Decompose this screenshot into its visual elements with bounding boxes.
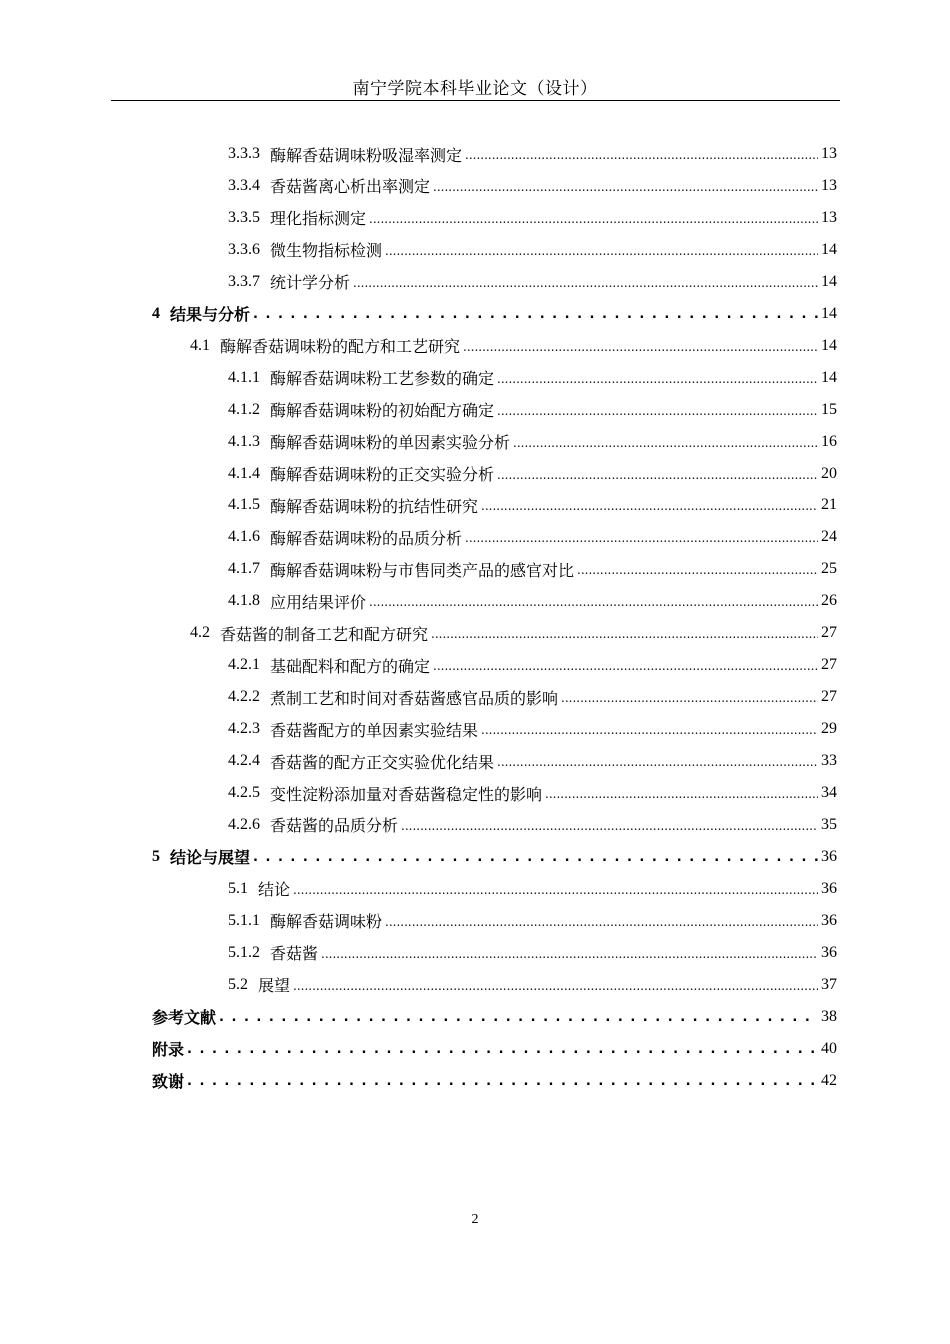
toc-dot-leader [497,367,818,389]
toc-dot-leader [253,846,818,868]
toc-entry-title: 香菇酱 [270,944,319,964]
toc-dot-leader [187,1038,818,1060]
toc-entry-page: 27 [821,624,837,642]
toc-entry[interactable] [228,143,837,165]
toc-entry[interactable] [228,686,837,708]
toc-entry-page: 14 [821,272,837,290]
toc-entry-page: 38 [821,1007,837,1025]
toc-entry[interactable] [152,1038,837,1060]
toc-dot-leader [353,271,818,293]
toc-entry-page: 33 [821,752,837,770]
page-header-title: 南宁学院本科毕业论文（设计） [352,79,598,99]
toc-entry-page: 16 [821,432,837,450]
toc-entry[interactable] [190,622,837,644]
toc-dot-leader [321,942,818,964]
toc-entry[interactable] [228,558,837,580]
toc-dot-leader [433,175,818,197]
toc-entry[interactable] [228,942,837,964]
toc-entry[interactable] [228,463,837,485]
toc-entry-page: 35 [821,815,837,833]
toc-dot-leader [561,686,818,708]
toc-entry-title: 香菇酱的配方正交实验优化结果 [270,752,495,772]
toc-entry-title: 香菇酱的品质分析 [270,816,399,836]
toc-entry-page: 15 [821,400,837,418]
toc-dot-leader [187,1070,818,1092]
toc-entry-title: 酶解香菇调味粉与市售同类产品的感官对比 [270,560,575,580]
toc-entry-page: 13 [821,176,837,194]
toc-entry-number: 4.2.5 [228,784,260,801]
toc-entry-page: 36 [821,879,837,897]
toc-entry-title: 参考文献 [152,1008,217,1028]
toc-entry[interactable] [228,399,837,421]
toc-entry-title: 结果与分析 [170,305,251,325]
toc-entry-page: 36 [821,943,837,961]
toc-entry-number: 3.3.5 [228,208,260,226]
toc-dot-leader [369,590,818,612]
toc-entry-page: 29 [821,720,837,738]
toc-entry-number: 4.2.2 [228,688,260,706]
toc-dot-leader [513,431,818,453]
toc-entry[interactable] [228,590,837,612]
toc-entry-page: 14 [821,304,837,322]
toc-entry-page: 14 [821,336,837,354]
toc-entry-title: 香菇酱离心析出率测定 [270,177,431,197]
toc-entry[interactable] [228,239,837,261]
toc-dot-leader [293,878,818,900]
toc-entry-page: 26 [821,592,837,610]
toc-entry-title: 酶解香菇调味粉 [270,912,383,932]
toc-dot-leader [219,1006,818,1028]
toc-entry[interactable] [228,750,837,772]
toc-entry-number: 5.1.1 [228,911,260,929]
toc-entry-title: 理化指标测定 [270,209,367,229]
toc-entry-number: 3.3.7 [228,272,260,290]
toc-entry-number: 4.2.6 [228,815,260,833]
toc-entry-title: 展望 [258,976,291,996]
toc-entry[interactable] [152,1006,837,1028]
toc-entry-title: 酶解香菇调味粉的单因素实验分析 [270,433,511,453]
toc-entry-title: 酶解香菇调味粉的配方和工艺研究 [220,337,461,357]
toc-entry-number: 3.3.6 [228,240,260,258]
toc-dot-leader [465,143,818,165]
toc-entry-title: 香菇酱的制备工艺和配方研究 [220,624,429,644]
header-divider [111,100,840,101]
toc-entry[interactable] [228,910,837,932]
toc-entry-page: 40 [821,1039,837,1057]
toc-dot-leader [481,494,818,516]
toc-dot-leader [431,622,818,644]
toc-entry-number: 4.1.6 [228,528,260,546]
toc-entry[interactable] [228,526,837,548]
toc-entry[interactable] [228,718,837,740]
toc-entry-title: 香菇酱配方的单因素实验结果 [270,720,479,740]
toc-entry-number: 4.1.3 [228,432,260,450]
toc-entry-number: 4.1.4 [228,464,260,482]
toc-entry-page: 24 [821,528,837,546]
toc-entry-title: 致谢 [152,1072,185,1092]
toc-entry-page: 21 [821,496,837,514]
toc-dot-leader [465,526,818,548]
toc-entry[interactable] [228,271,837,293]
toc-dot-leader [385,239,818,261]
toc-entry-number: 5.2 [228,975,248,993]
toc-entry-number: 5 [152,847,160,865]
toc-dot-leader [545,782,818,804]
toc-dot-leader [497,463,818,485]
toc-entry-number: 4.2.3 [228,720,260,738]
toc-entry-page: 42 [821,1071,837,1089]
toc-dot-leader [497,399,818,421]
toc-entry-title: 酶解香菇调味粉的品质分析 [270,528,463,548]
toc-entry-title: 结论 [258,880,291,900]
toc-dot-leader [497,750,818,772]
toc-entry-number: 4 [152,304,160,322]
toc-dot-leader [385,910,818,932]
toc-entry-number: 4.2.1 [228,656,260,674]
toc-entry[interactable] [152,846,837,868]
toc-entry-page: 27 [821,688,837,706]
toc-entry[interactable] [228,974,837,996]
toc-dot-leader [369,207,818,229]
toc-entry[interactable] [190,335,837,357]
toc-entry[interactable] [228,878,837,900]
toc-entry-number: 4.1 [190,336,210,354]
toc-entry[interactable] [228,367,837,389]
toc-entry-title: 酶解香菇调味粉吸湿率测定 [270,145,463,165]
toc-entry-title: 酶解香菇调味粉的初始配方确定 [270,401,495,421]
toc-dot-leader [253,303,818,325]
toc-entry-page: 36 [821,911,837,929]
toc-entry-page: 34 [821,784,837,801]
toc-entry-number: 5.1.2 [228,943,260,961]
toc-entry-page: 14 [821,368,837,386]
toc-entry-title: 煮制工艺和时间对香菇酱感官品质的影响 [270,688,559,708]
toc-entry-page: 14 [821,240,837,258]
toc-entry-title: 附录 [152,1040,185,1060]
toc-entry-title: 酶解香菇调味粉工艺参数的确定 [270,369,495,389]
toc-entry-page: 36 [821,847,837,865]
toc-entry-title: 变性淀粉添加量对香菇酱稳定性的影响 [270,784,543,804]
toc-entry-page: 20 [821,464,837,482]
toc-entry[interactable] [228,494,837,516]
toc-entry-page: 25 [821,560,837,578]
toc-entry-number: 4.2 [190,624,210,642]
toc-entry-number: 4.1.7 [228,560,260,578]
toc-entry[interactable] [228,654,837,676]
toc-entry[interactable] [152,303,837,325]
toc-dot-leader [481,718,818,740]
toc-entry-page: 37 [821,975,837,993]
toc-entry-title: 微生物指标检测 [270,241,383,261]
toc-entry-title: 应用结果评价 [270,592,367,612]
toc-entry[interactable] [228,782,837,804]
toc-entry[interactable] [228,431,837,453]
toc-entry-number: 4.2.4 [228,752,260,770]
toc-entry-number: 4.1.5 [228,496,260,514]
toc-entry-number: 5.1 [228,879,248,897]
toc-entry-number: 3.3.4 [228,176,260,194]
toc-entry-title: 统计学分析 [270,273,351,293]
toc-entry-title: 酶解香菇调味粉的抗结性研究 [270,496,479,516]
toc-entry-page: 13 [821,208,837,226]
toc-dot-leader [463,335,818,357]
toc-dot-leader [433,654,818,676]
toc-entry-title: 酶解香菇调味粉的正交实验分析 [270,465,495,484]
toc-entry-number: 4.1.8 [228,592,260,610]
toc-entry[interactable] [228,207,837,229]
toc-entry[interactable] [152,1070,837,1092]
toc-entry-number: 3.3.3 [228,145,260,162]
page-number: 2 [471,1212,479,1227]
toc-entry-title: 基础配料和配方的确定 [270,656,431,676]
toc-entry-number: 4.1.1 [228,368,260,386]
toc-entry-title: 结论与展望 [170,848,251,868]
toc-dot-leader [577,558,818,580]
toc-entry[interactable] [228,175,837,197]
toc-entry[interactable] [228,814,837,836]
toc-entry-number: 4.1.2 [228,400,260,418]
toc-dot-leader [293,974,818,996]
toc-entry-page: 27 [821,656,837,674]
toc-dot-leader [401,814,818,836]
toc-entry-page: 13 [821,145,837,162]
